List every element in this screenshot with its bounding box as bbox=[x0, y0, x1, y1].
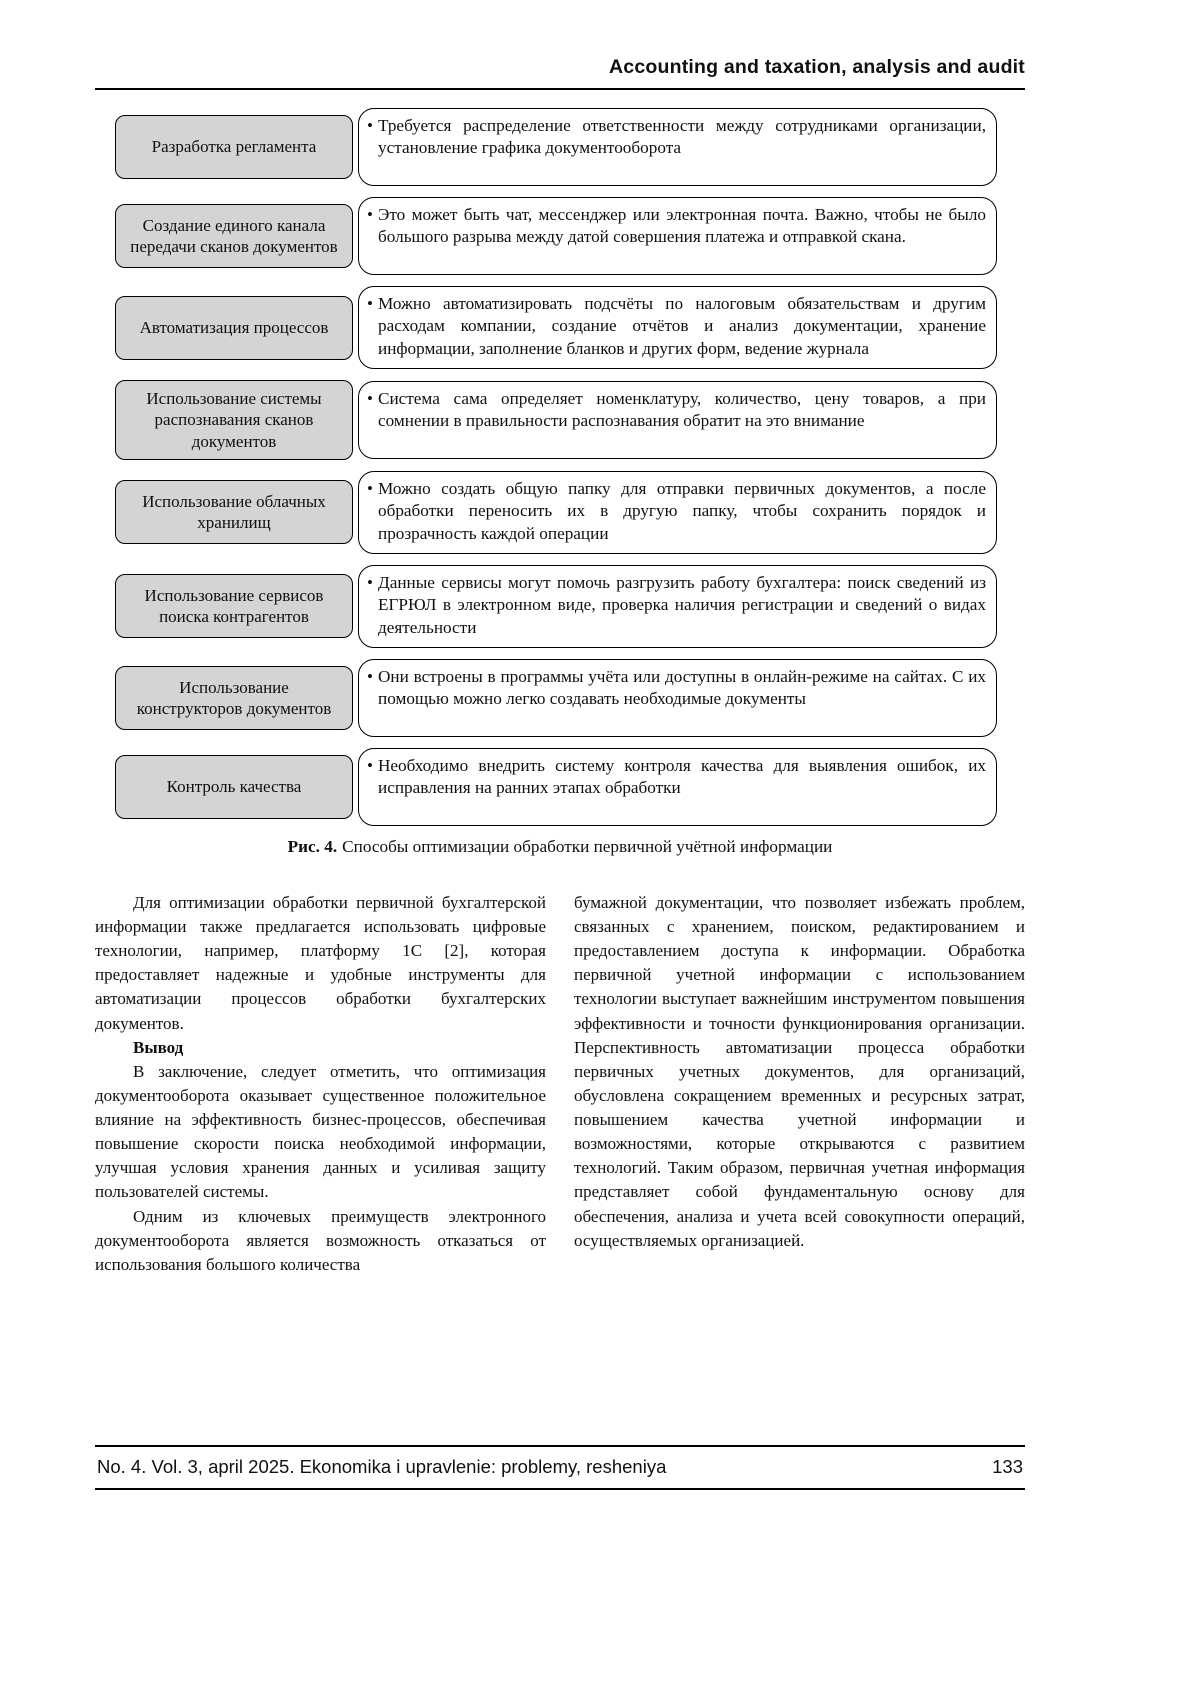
figure-label-box bbox=[115, 115, 353, 179]
figure-row bbox=[115, 380, 997, 460]
figure-row bbox=[115, 471, 997, 554]
figure-desc-box bbox=[358, 381, 997, 459]
section-heading: Вывод bbox=[133, 1037, 184, 1057]
bullet-icon: • bbox=[367, 755, 373, 775]
figure-desc-text: Необходимо внедрить систему контроля качества для выявления ошибок, их исправления на ранних этапах обработки bbox=[378, 755, 986, 798]
figure-label-box bbox=[115, 574, 353, 638]
figure-label-text: Использование системы распознавания сканов документов bbox=[146, 389, 322, 451]
page-content bbox=[95, 0, 1025, 1277]
figure-desc-box bbox=[358, 659, 997, 737]
figure-label-box bbox=[115, 480, 353, 544]
figure-row bbox=[115, 659, 997, 737]
figure-caption-text: Способы оптимизации обработки первичной учётной информации bbox=[342, 836, 833, 856]
bullet-icon: • bbox=[367, 388, 373, 408]
figure-desc-box bbox=[358, 565, 997, 648]
figure-label-box bbox=[115, 204, 353, 268]
paragraph: Одним из ключевых преимуществ электронного документооборота является возможность отказаться от использования большого количества bbox=[95, 1206, 546, 1274]
figure-label-text: Разработка регламента bbox=[151, 137, 317, 157]
figure-caption-label: Рис. 4. bbox=[287, 836, 338, 856]
header-rule bbox=[95, 88, 1025, 90]
figure-label-text: Использование конструкторов документов bbox=[136, 677, 332, 718]
figure-label-text: Создание единого канала передачи сканов документов bbox=[130, 215, 338, 256]
body-right-column bbox=[574, 891, 1025, 1277]
figure-caption bbox=[95, 837, 1025, 857]
page-footer bbox=[95, 1445, 1025, 1490]
article-body bbox=[95, 891, 1025, 1277]
figure-desc-box bbox=[358, 748, 997, 826]
figure-label-text: Автоматизация процессов bbox=[139, 317, 329, 337]
figure-desc-text: Можно автоматизировать подсчёты по налоговым обязательствам и другим расходам компании, создание отчётов и анализ документации, хранение информации, заполнение бланков и других форм, ведение журнала bbox=[378, 294, 986, 358]
footer-journal-info: No. 4. Vol. 3, april 2025. Ekonomika i upravlenie: problemy, resheniya bbox=[97, 1456, 667, 1477]
figure-row bbox=[115, 565, 997, 648]
figure-row bbox=[115, 748, 997, 826]
figure-label-box bbox=[115, 666, 353, 730]
figure-desc-text: Требуется распределение ответственности между сотрудниками организации, установление графика документооборота bbox=[378, 116, 986, 158]
figure-desc-text: Можно создать общую папку для отправки первичных документов, а после обработки переносить их в другую папку, чтобы сохранить порядок и прозрачность каждой операции bbox=[378, 478, 986, 543]
bullet-icon: • bbox=[367, 116, 373, 135]
body-left-column bbox=[95, 891, 546, 1277]
figure-desc-text: Они встроены в программы учёта или доступны в онлайн-режиме на сайтах. С их помощью можно легко создавать необходимые документы bbox=[378, 666, 986, 709]
figure-row bbox=[115, 197, 997, 275]
running-head: Accounting and taxation, analysis and audit bbox=[609, 56, 1025, 78]
bullet-icon: • bbox=[367, 572, 373, 592]
figure-label-box bbox=[115, 296, 353, 360]
figure-row bbox=[115, 286, 997, 369]
figure-desc-text: Данные сервисы могут помочь разгрузить работу бухгалтера: поиск сведений из ЕГРЮЛ в электронном виде, проверка наличия регистрации и сведений о видах деятельности bbox=[378, 572, 986, 637]
figure-label-text: Использование сервисов поиска контрагентов bbox=[144, 586, 324, 627]
figure-desc-box bbox=[358, 286, 997, 369]
footer-page-number: 133 bbox=[992, 1456, 1023, 1477]
paragraph: бумажной документации, что позволяет избежать проблем, связанных с хранением, поиском, редактированием и предоставлением доступа к информации. Обработка первичной учетной информации с использованием технологии выступает важнейшим инструментом повышения эффективности и точности функционирования организации. Перспективность автоматизации процесса обработки первичных учетных документов, для организаций, обусловлена сокращением временных и ресурсных затрат, повышением качества учетной информации и возможностями, которые открываются с развитием технологий. Таким образом, первичная учетная информация представляет собой фундаментальную основу для обеспечения, анализа и учета всей совокупности операций, осуществляемых организацией. bbox=[574, 892, 1025, 1250]
paragraph: Для оптимизации обработки первичной бухгалтерской информации также предлагается использовать цифровые технологии, например, платформу 1С [2], которая предоставляет надежные и удобные инструменты для автоматизации процессов обработки бухгалтерских документов. bbox=[95, 892, 546, 1033]
bullet-icon: • bbox=[367, 294, 373, 313]
figure-row bbox=[115, 108, 997, 186]
footer-bottom-rule bbox=[95, 1488, 1025, 1490]
figure-desc-text: Это может быть чат, мессенджер или электронная почта. Важно, чтобы не было большого разрыва между датой совершения платежа и отправкой скана. bbox=[378, 205, 986, 247]
bullet-icon: • bbox=[367, 205, 373, 224]
figure-desc-box bbox=[358, 471, 997, 554]
bullet-icon: • bbox=[367, 478, 373, 498]
bullet-icon: • bbox=[367, 666, 373, 686]
figure-label-text: Использование облачных хранилищ bbox=[142, 492, 326, 533]
figure-desc-box bbox=[358, 108, 997, 186]
figure-4-diagram bbox=[95, 108, 1025, 826]
paragraph: В заключение, следует отметить, что оптимизация документооборота оказывает существенное положительное влияние на эффективность бизнес-процессов, обеспечивая повышение скорости поиска необходимой информации, улучшая условия хранения данных и усиливая защиту пользователей системы. bbox=[95, 1061, 546, 1202]
figure-desc-text: Система сама определяет номенклатуру, количество, цену товаров, а при сомнении в правильности распознавания обратит на это внимание bbox=[378, 388, 986, 431]
figure-label-box bbox=[115, 380, 353, 460]
footer-row bbox=[95, 1447, 1025, 1488]
figure-label-text: Контроль качества bbox=[166, 777, 302, 797]
figure-label-box bbox=[115, 755, 353, 819]
figure-desc-box bbox=[358, 197, 997, 275]
